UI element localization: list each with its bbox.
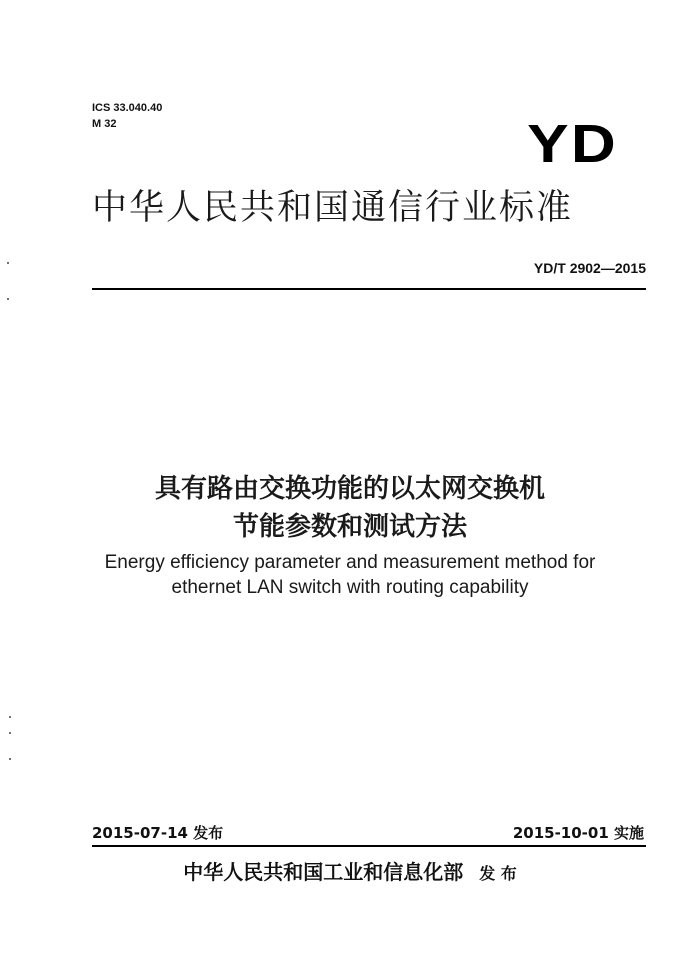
top-divider [92,288,646,290]
yd-logo: YD [527,114,618,174]
publish-date: 2015-07-14 发布 [92,824,224,842]
publisher-line [0,856,700,885]
standard-type-heading: 中华人民共和国通信行业标准 [92,188,574,228]
title-en-line2: ethernet LAN switch with routing capability [171,577,529,598]
standard-number: YD/T 2902—2015 [533,260,646,276]
ics-code: ICS 33.040.40 [92,102,163,114]
scan-speck [7,262,9,264]
scan-speck [9,716,11,718]
publisher-name: 中华人民共和国工业和信息化部 [183,860,464,884]
title-cn-line1: 具有路由交换功能的以太网交换机 [154,474,545,504]
classification-code: M 32 [92,118,117,130]
title-en-line1: Energy efficiency parameter and measurement method for [104,552,596,573]
publisher-verb: 发 布 [479,864,517,883]
classification-codes [92,100,162,132]
title-cn-line2: 节能参数和测试方法 [232,512,467,542]
effective-date: 2015-10-01 实施 [512,824,644,842]
scan-speck [9,758,11,760]
bottom-divider [92,845,646,847]
scan-speck [7,298,9,300]
scan-speck [9,732,11,734]
